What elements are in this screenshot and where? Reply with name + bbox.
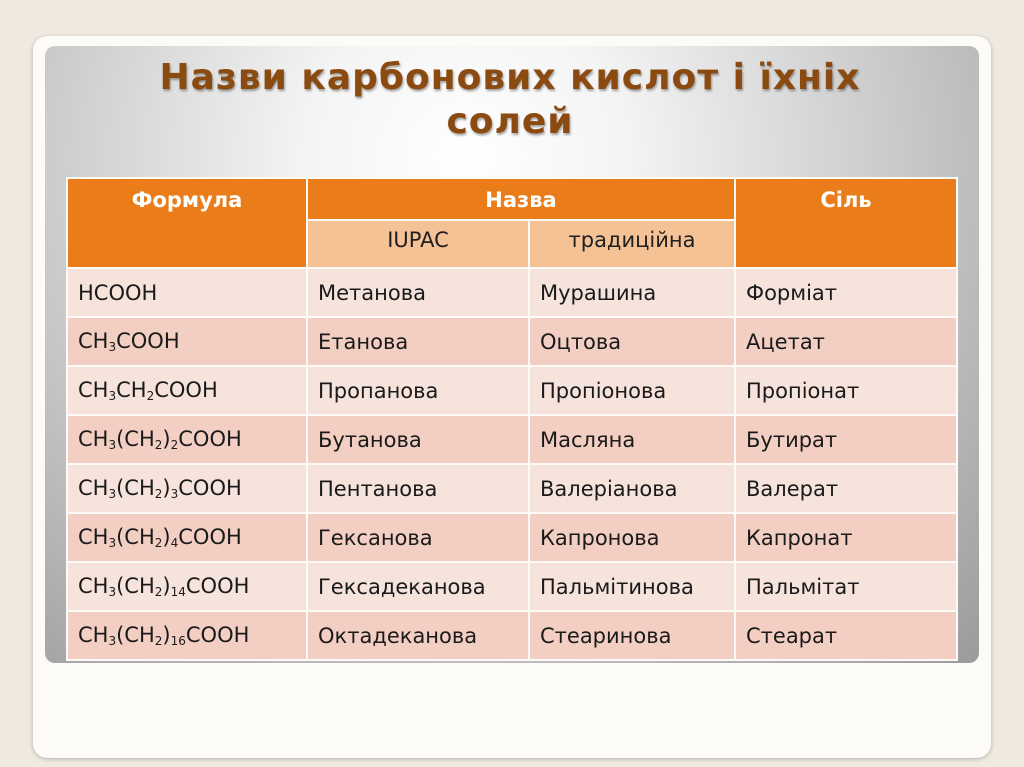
- header-traditional: традиційна: [529, 220, 735, 268]
- table-row: [67, 513, 957, 562]
- header-salt: Сіль: [735, 178, 957, 268]
- slide-title: [60, 56, 960, 144]
- table-row: [67, 611, 957, 660]
- traditional-name-cell: Мурашина: [529, 268, 735, 317]
- salt-name-cell: Пальмітат: [735, 562, 957, 611]
- salt-name-cell: Пропіонат: [735, 366, 957, 415]
- iupac-name-cell: Метанова: [307, 268, 529, 317]
- formula-cell: $CH_3COOH$: [67, 317, 307, 366]
- header-iupac: IUPAC: [307, 220, 529, 268]
- table-body: [67, 268, 957, 660]
- table-row: [67, 464, 957, 513]
- salt-name-cell: Форміат: [735, 268, 957, 317]
- salt-name-cell: Валерат: [735, 464, 957, 513]
- traditional-name-cell: Капронова: [529, 513, 735, 562]
- header-name: Назва: [307, 178, 735, 220]
- salt-name-cell: Стеарат: [735, 611, 957, 660]
- iupac-name-cell: Гексанова: [307, 513, 529, 562]
- iupac-name-cell: Пропанова: [307, 366, 529, 415]
- traditional-name-cell: Пропіонова: [529, 366, 735, 415]
- formula-cell: $CH_3(CH_2)_3COOH$: [67, 464, 307, 513]
- formula-cell: $CH_3CH_2COOH$: [67, 366, 307, 415]
- table-row: [67, 562, 957, 611]
- title-line-1: Назви карбонових кислот і їхніх: [159, 57, 861, 98]
- traditional-name-cell: Валеріанова: [529, 464, 735, 513]
- iupac-name-cell: Етанова: [307, 317, 529, 366]
- salt-name-cell: Ацетат: [735, 317, 957, 366]
- acids-table: [66, 177, 958, 661]
- traditional-name-cell: Стеаринова: [529, 611, 735, 660]
- salt-name-cell: Бутират: [735, 415, 957, 464]
- traditional-name-cell: Пальмітинова: [529, 562, 735, 611]
- iupac-name-cell: Бутанова: [307, 415, 529, 464]
- traditional-name-cell: Масляна: [529, 415, 735, 464]
- title-line-2: солей: [446, 101, 574, 142]
- iupac-name-cell: Гексадеканова: [307, 562, 529, 611]
- table-row: [67, 366, 957, 415]
- formula-cell: $CH_3(CH_2)_{16}COOH$: [67, 611, 307, 660]
- formula-cell: $CH_3(CH_2)_{14}COOH$: [67, 562, 307, 611]
- iupac-name-cell: Октадеканова: [307, 611, 529, 660]
- table-row: [67, 415, 957, 464]
- table-row: [67, 317, 957, 366]
- salt-name-cell: Капронат: [735, 513, 957, 562]
- formula-cell: $CH_3(CH_2)_4COOH$: [67, 513, 307, 562]
- table-row: [67, 268, 957, 317]
- iupac-name-cell: Пентанова: [307, 464, 529, 513]
- traditional-name-cell: Оцтова: [529, 317, 735, 366]
- formula-cell: $CH_3(CH_2)_2COOH$: [67, 415, 307, 464]
- header-formula: Формула: [67, 178, 307, 268]
- formula-cell: HCOOH: [67, 268, 307, 317]
